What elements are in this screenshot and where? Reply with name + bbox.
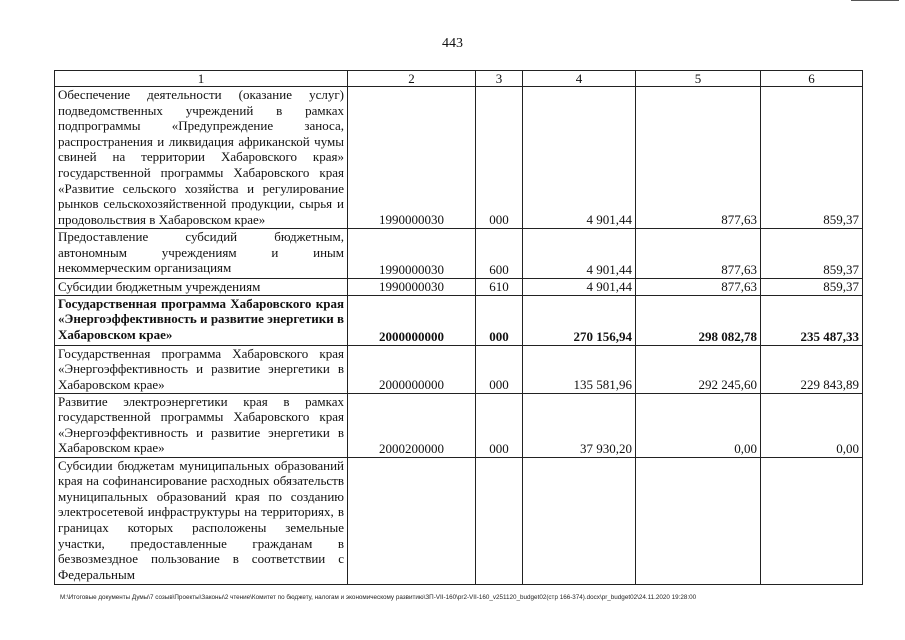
row-name: Субсидии бюджетам муниципальных образований края на софинансирование расходных обязательств муниципальных образований края по созданию электросетевой инфраструктуры на территориях, в границах которых расположены земельные участки, предоставленные гражданам в безвозмездное пользование в соответствии с Федеральным bbox=[55, 457, 348, 584]
row-target-code: 1990000030 bbox=[348, 87, 476, 229]
row-value-col5: 877,63 bbox=[636, 279, 761, 296]
row-target-code: 2000000000 bbox=[348, 295, 476, 345]
row-value-col4: 4 901,44 bbox=[523, 87, 636, 229]
table-row bbox=[55, 457, 863, 584]
row-expense-type bbox=[476, 457, 523, 584]
row-name: Обеспечение деятельности (оказание услуг) подведомственных учреждений в рамках подпрограммы «Предупреждение заноса, распространения и ликвидация африканской чумы свиней на территории Хабаровского края» государственной программы Хабаровского края «Развитие сельского хозяйства и регулирование рынков сельскохозяйственной продукции, сырья и продовольствия в Хабаровском крае» bbox=[55, 87, 348, 229]
header-cell: 1 bbox=[55, 71, 348, 87]
row-expense-type: 610 bbox=[476, 279, 523, 296]
row-target-code: 2000200000 bbox=[348, 393, 476, 457]
table-row bbox=[55, 393, 863, 457]
row-value-col5: 298 082,78 bbox=[636, 295, 761, 345]
row-value-col5: 0,00 bbox=[636, 393, 761, 457]
table-row bbox=[55, 345, 863, 393]
row-name: Государственная программа Хабаровского края «Энергоэффективность и развитие энергетики в Хабаровском крае» bbox=[55, 345, 348, 393]
row-value-col6 bbox=[761, 457, 863, 584]
header-cell: 6 bbox=[761, 71, 863, 87]
row-name: Субсидии бюджетным учреждениям bbox=[55, 279, 348, 296]
row-name: Предоставление субсидий бюджетным, автономным учреждениям и иным некоммерческим организациям bbox=[55, 229, 348, 279]
header-cell: 5 bbox=[636, 71, 761, 87]
document-file-path: M:\Итоговые документы Думы\7 созыв\Проекты\Законы\2 чтение\Комитет по бюджету, налогам и экономическому развитию\ЗП-VII-160\pr2-VII-160_v251120_budget02(стр 166-374).docx\pr_budget02\24.11.2020 19:28:00 bbox=[60, 594, 697, 601]
budget-table bbox=[54, 70, 863, 585]
row-name: Развитие электроэнергетики края в рамках государственной программы Хабаровского края «Энергоэффективность и развитие энергетики в Хабаровском крае» bbox=[55, 393, 348, 457]
row-name: Государственная программа Хабаровского края «Энергоэффективность и развитие энергетики в Хабаровском крае» bbox=[55, 295, 348, 345]
header-cell: 3 bbox=[476, 71, 523, 87]
row-value-col6: 229 843,89 bbox=[761, 345, 863, 393]
row-expense-type: 600 bbox=[476, 229, 523, 279]
header-cell: 2 bbox=[348, 71, 476, 87]
table-row bbox=[55, 279, 863, 296]
row-value-col6: 859,37 bbox=[761, 87, 863, 229]
row-value-col6: 0,00 bbox=[761, 393, 863, 457]
row-value-col5: 292 245,60 bbox=[636, 345, 761, 393]
row-value-col6: 859,37 bbox=[761, 279, 863, 296]
row-value-col4 bbox=[523, 457, 636, 584]
row-value-col4: 270 156,94 bbox=[523, 295, 636, 345]
row-value-col4: 37 930,20 bbox=[523, 393, 636, 457]
scan-edge-mark bbox=[851, 0, 899, 1]
table-row bbox=[55, 229, 863, 279]
row-target-code: 2000000000 bbox=[348, 345, 476, 393]
row-target-code: 1990000030 bbox=[348, 279, 476, 296]
row-value-col4: 4 901,44 bbox=[523, 229, 636, 279]
row-expense-type: 000 bbox=[476, 295, 523, 345]
row-target-code: 1990000030 bbox=[348, 229, 476, 279]
row-value-col4: 135 581,96 bbox=[523, 345, 636, 393]
row-target-code bbox=[348, 457, 476, 584]
table-header-row bbox=[55, 71, 863, 87]
table-row bbox=[55, 295, 863, 345]
row-expense-type: 000 bbox=[476, 345, 523, 393]
row-value-col5: 877,63 bbox=[636, 87, 761, 229]
row-value-col6: 859,37 bbox=[761, 229, 863, 279]
header-cell: 4 bbox=[523, 71, 636, 87]
row-expense-type: 000 bbox=[476, 393, 523, 457]
row-expense-type: 000 bbox=[476, 87, 523, 229]
row-value-col5: 877,63 bbox=[636, 229, 761, 279]
row-value-col6: 235 487,33 bbox=[761, 295, 863, 345]
page-number: 443 bbox=[442, 36, 463, 51]
row-value-col4: 4 901,44 bbox=[523, 279, 636, 296]
row-value-col5 bbox=[636, 457, 761, 584]
table-row bbox=[55, 87, 863, 229]
